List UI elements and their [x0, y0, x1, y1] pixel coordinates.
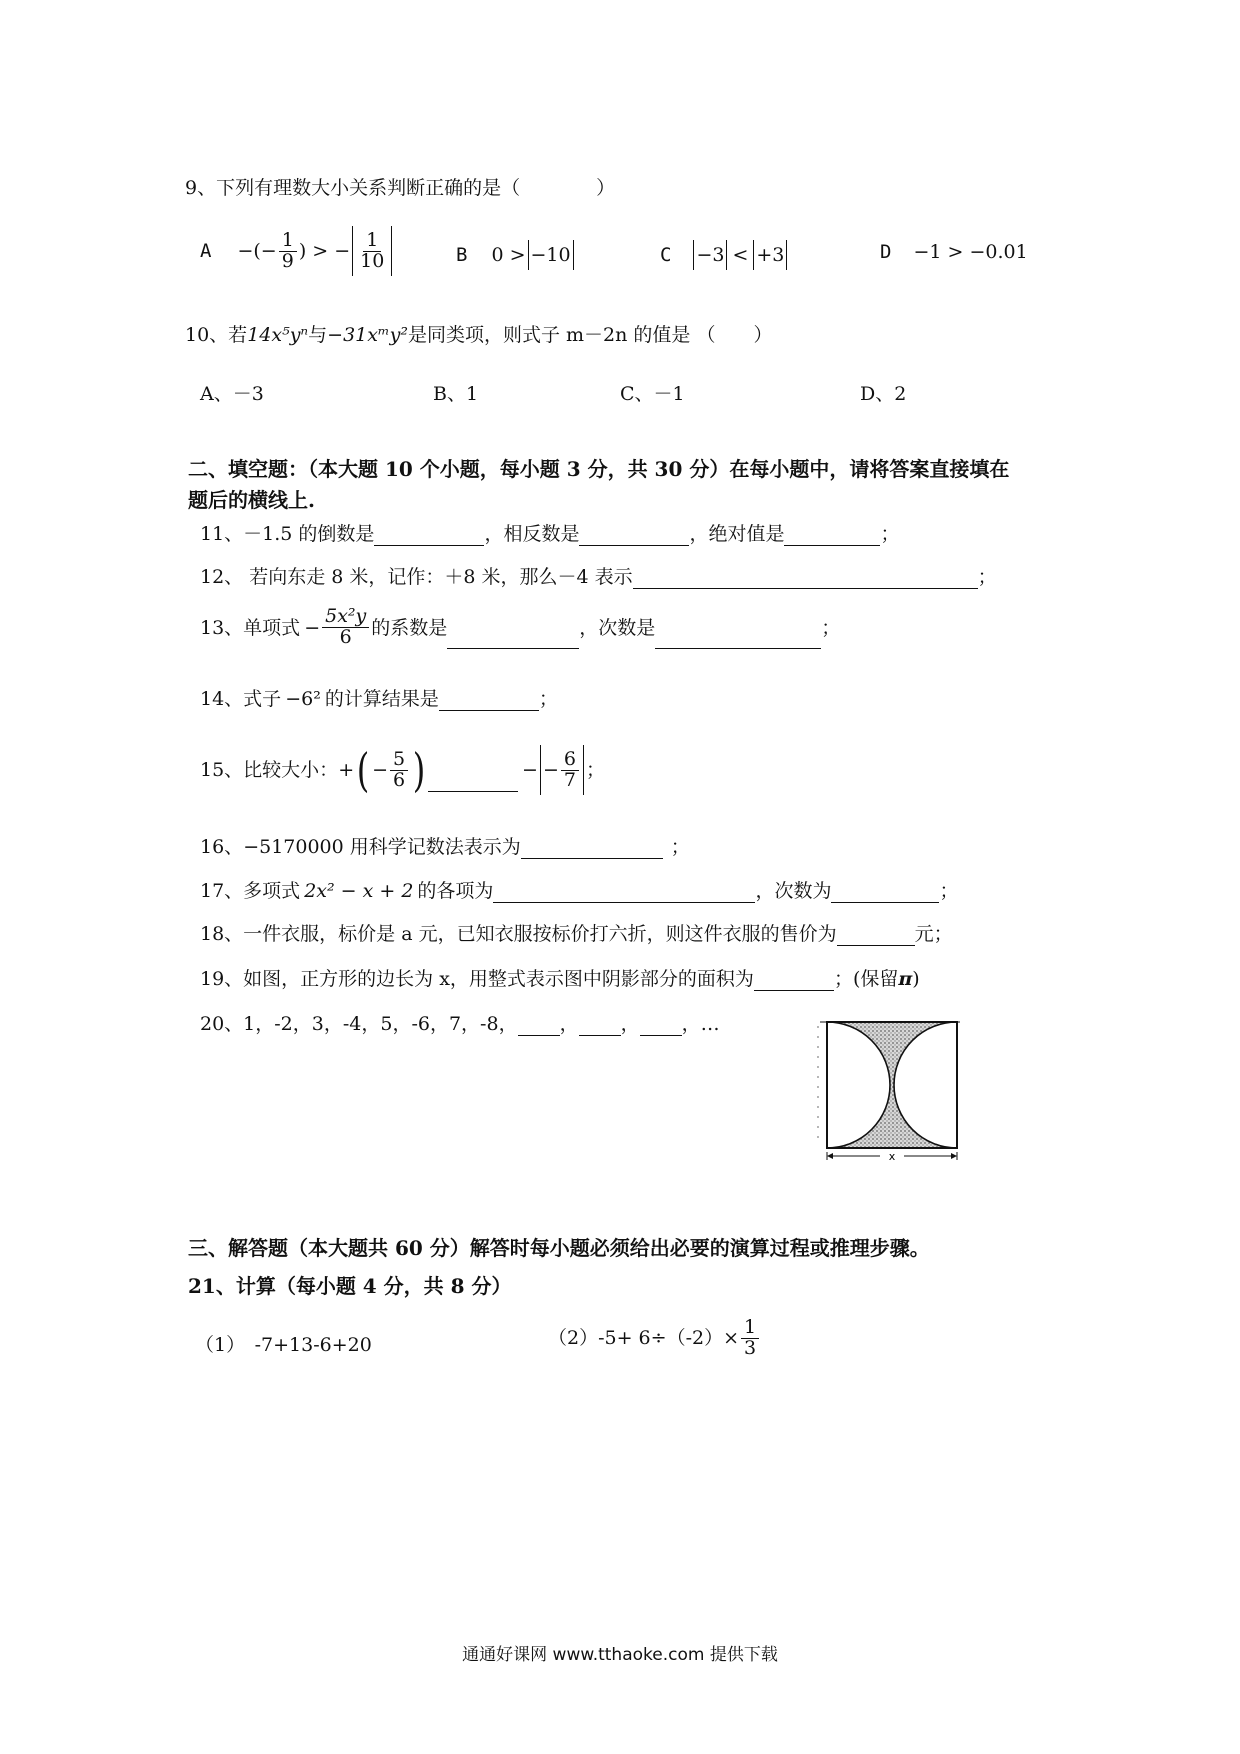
q10-stem-c: 是同类项，则式子 m－2n 的值是 （ ） — [407, 324, 773, 346]
q13-a: 13、单项式 — [200, 616, 301, 639]
abs-bar — [726, 240, 727, 270]
q9-option-d-label: D — [880, 241, 892, 263]
q15-den2: 7 — [563, 768, 576, 791]
q10-option-d: D、2 — [860, 383, 907, 405]
q13-numerator: 5x²y — [322, 607, 369, 628]
q17-expr: 2x² − x + 2 — [304, 880, 414, 902]
q13-fraction — [322, 607, 369, 648]
section2-heading-line2: 题后的横线上. — [188, 488, 315, 512]
q11-c: ，绝对值是 — [689, 523, 785, 545]
q20-sep2: ， — [620, 1013, 640, 1035]
q15-den1: 6 — [392, 768, 406, 791]
q19-blank[interactable] — [754, 968, 834, 991]
q9-option-d — [880, 240, 1028, 264]
abs-bar — [786, 240, 787, 270]
q13-c: ，次数是 — [579, 616, 656, 639]
section3-heading: 三、解答题（本大题共 60 分）解答时每小题必须给出必要的演算过程或推理步骤。 — [188, 1236, 930, 1260]
q15-num1: 5 — [390, 750, 408, 771]
q10-term1: 14x⁵yⁿ — [247, 324, 309, 346]
q9-option-a-lead: −(− — [237, 240, 277, 262]
abs-bar — [352, 226, 353, 276]
abs-bar — [528, 240, 529, 270]
q11-end: ； — [880, 523, 900, 545]
q9-stem: 9、下列有理数大小关系判断正确的是（ ） — [185, 177, 616, 199]
q21-part2-den: 3 — [744, 1336, 757, 1359]
q10-stem-b: 与 — [308, 324, 328, 346]
abs-bar — [573, 240, 574, 270]
q15-plus: + — [338, 759, 355, 781]
q21-part2-num: 1 — [741, 1318, 759, 1339]
q9-option-c-label: C — [660, 244, 672, 266]
q10-term2: −31xᵐy² — [327, 324, 408, 346]
q20-end: ，… — [681, 1013, 720, 1035]
q15-fraction2 — [561, 747, 579, 791]
q9-a-den2: 10 — [360, 249, 385, 272]
q10-option-b: B、1 — [433, 383, 479, 405]
q13-blank-degree[interactable] — [655, 626, 821, 649]
left-paren-icon: ( — [356, 743, 370, 797]
q14-a: 14、式子 — [200, 688, 282, 710]
section2-heading-line1: 二、填空题：（本大题 10 个小题，每小题 3 分，共 30 分）在每小题中，请将答案直接填在 — [188, 457, 1010, 481]
right-paren-icon: ) — [412, 743, 426, 797]
q13-denominator: 6 — [339, 626, 352, 648]
q18-blank[interactable] — [837, 923, 915, 946]
q20-blank-1[interactable] — [518, 1013, 560, 1036]
q14 — [200, 687, 558, 711]
q9-a-num2: 1 — [363, 231, 381, 252]
q20-blank-2[interactable] — [579, 1013, 621, 1036]
q13-b: 的系数是 — [371, 616, 448, 639]
q10-stem — [185, 323, 772, 347]
q13-end: ； — [821, 616, 841, 639]
q19 — [200, 967, 920, 991]
q21-heading: 21、计算（每小题 4 分，共 8 分） — [188, 1274, 512, 1298]
q17-c: ，次数为 — [755, 880, 832, 902]
q19-b: ；(保留 — [833, 968, 899, 990]
q17-blank-degree[interactable] — [831, 880, 939, 903]
q17-a: 17、多项式 — [200, 880, 301, 902]
pi-symbol: π — [898, 968, 913, 990]
q15 — [200, 745, 605, 795]
figure-x-label: x — [888, 1150, 896, 1160]
q9-option-c — [660, 240, 789, 270]
q10-option-c: C、－1 — [620, 383, 685, 405]
q16 — [200, 835, 690, 859]
q15-minus2: − — [522, 759, 538, 781]
q9-option-b-label: B — [456, 244, 468, 266]
abs-bar — [583, 745, 584, 795]
q10-option-a: A、－3 — [200, 383, 264, 405]
q13-blank-coefficient[interactable] — [447, 626, 579, 649]
q13 — [200, 606, 840, 649]
q13-sign: − — [304, 616, 321, 639]
q9-option-d-expr: −1 > −0.01 — [913, 241, 1028, 263]
footer-text: 通通好课网 www.tthaoke.com 提供下载 — [462, 1645, 778, 1665]
q9-option-a-frac2 — [357, 228, 387, 272]
q21-part1: （1） -7+13-6+20 — [195, 1334, 372, 1356]
q16-blank[interactable] — [521, 836, 663, 859]
arrow-left-icon — [827, 1153, 833, 1159]
q12 — [200, 565, 997, 589]
q11-b: ，相反数是 — [484, 523, 580, 545]
q12-blank[interactable] — [633, 566, 978, 589]
q15-fraction1 — [390, 747, 408, 791]
square-figure — [800, 1018, 980, 1160]
abs-bar — [391, 226, 392, 276]
q9-option-c-expr-a: −3 — [696, 244, 725, 266]
q18-end: 元； — [914, 923, 953, 945]
q20-a: 20、1，-2，3，-4，5，-6，7，-8， — [200, 1013, 518, 1035]
q15-a: 15、比较大小： — [200, 759, 339, 781]
q21-part2-fraction — [741, 1318, 759, 1359]
q11 — [200, 522, 899, 546]
q14-blank[interactable] — [439, 688, 539, 711]
q16-b: 用科学记数法表示为 — [343, 836, 521, 858]
q12-end: ； — [977, 566, 997, 588]
q11-blank-opposite[interactable] — [579, 523, 689, 546]
q18 — [200, 922, 953, 946]
q20-sep1: ， — [559, 1013, 579, 1035]
q11-blank-absolute[interactable] — [784, 523, 880, 546]
q14-b: 的计算结果是 — [324, 688, 439, 710]
q9-option-b — [456, 240, 576, 270]
q19-c: ) — [912, 968, 920, 990]
abs-bar — [753, 240, 754, 270]
q9-option-b-expr-b: −10 — [530, 244, 571, 266]
arrow-right-icon — [951, 1153, 957, 1159]
q16-number: −5170000 — [243, 836, 344, 858]
q15-end: ； — [585, 759, 605, 781]
abs-bar — [540, 745, 541, 795]
q19-a: 19、如图，正方形的边长为 x，用整式表示图中阴影部分的面积为 — [200, 968, 754, 990]
q9-option-b-expr-a: 0 > — [491, 244, 526, 266]
abs-bar — [693, 240, 694, 270]
q9-option-a-frac1 — [279, 228, 297, 272]
q11-a: 11、－1.5 的倒数是 — [200, 523, 375, 545]
q9-a-den1: 9 — [281, 249, 294, 272]
q9-a-num1: 1 — [279, 231, 297, 252]
q9-option-c-expr-b: +3 — [756, 244, 785, 266]
q20 — [200, 1012, 720, 1036]
q15-minus1: − — [372, 759, 388, 781]
q10-stem-a: 10、若 — [185, 324, 248, 346]
q9-option-a-label: A — [200, 240, 212, 262]
q18-a: 18、一件衣服，标价是 a 元，已知衣服按标价打六折，则这件衣服的售价为 — [200, 923, 837, 945]
q11-blank-reciprocal[interactable] — [374, 523, 484, 546]
q17 — [200, 879, 958, 903]
q15-blank[interactable] — [428, 769, 518, 792]
q20-blank-3[interactable] — [640, 1013, 682, 1036]
q9-option-a — [200, 226, 394, 276]
q17-end: ； — [939, 880, 959, 902]
q9-option-a-mid: ) > − — [298, 240, 351, 262]
q14-expr: −6² — [285, 688, 321, 710]
q21-part2 — [548, 1318, 761, 1359]
q14-end: ； — [538, 688, 558, 710]
q15-minus3: − — [542, 759, 559, 781]
q16-a: 16、 — [200, 836, 244, 858]
q21-part2-expr: （2）-5+ 6÷（-2）× — [548, 1327, 739, 1350]
q15-num2: 6 — [561, 750, 579, 771]
q17-blank-terms[interactable] — [493, 880, 755, 903]
q17-b: 的各项为 — [417, 880, 494, 902]
q12-text: 12、 若向东走 8 米，记作：＋8 米，那么－4 表示 — [200, 566, 633, 588]
q16-end: ； — [670, 836, 690, 858]
q9-option-c-mid: < — [732, 244, 749, 266]
